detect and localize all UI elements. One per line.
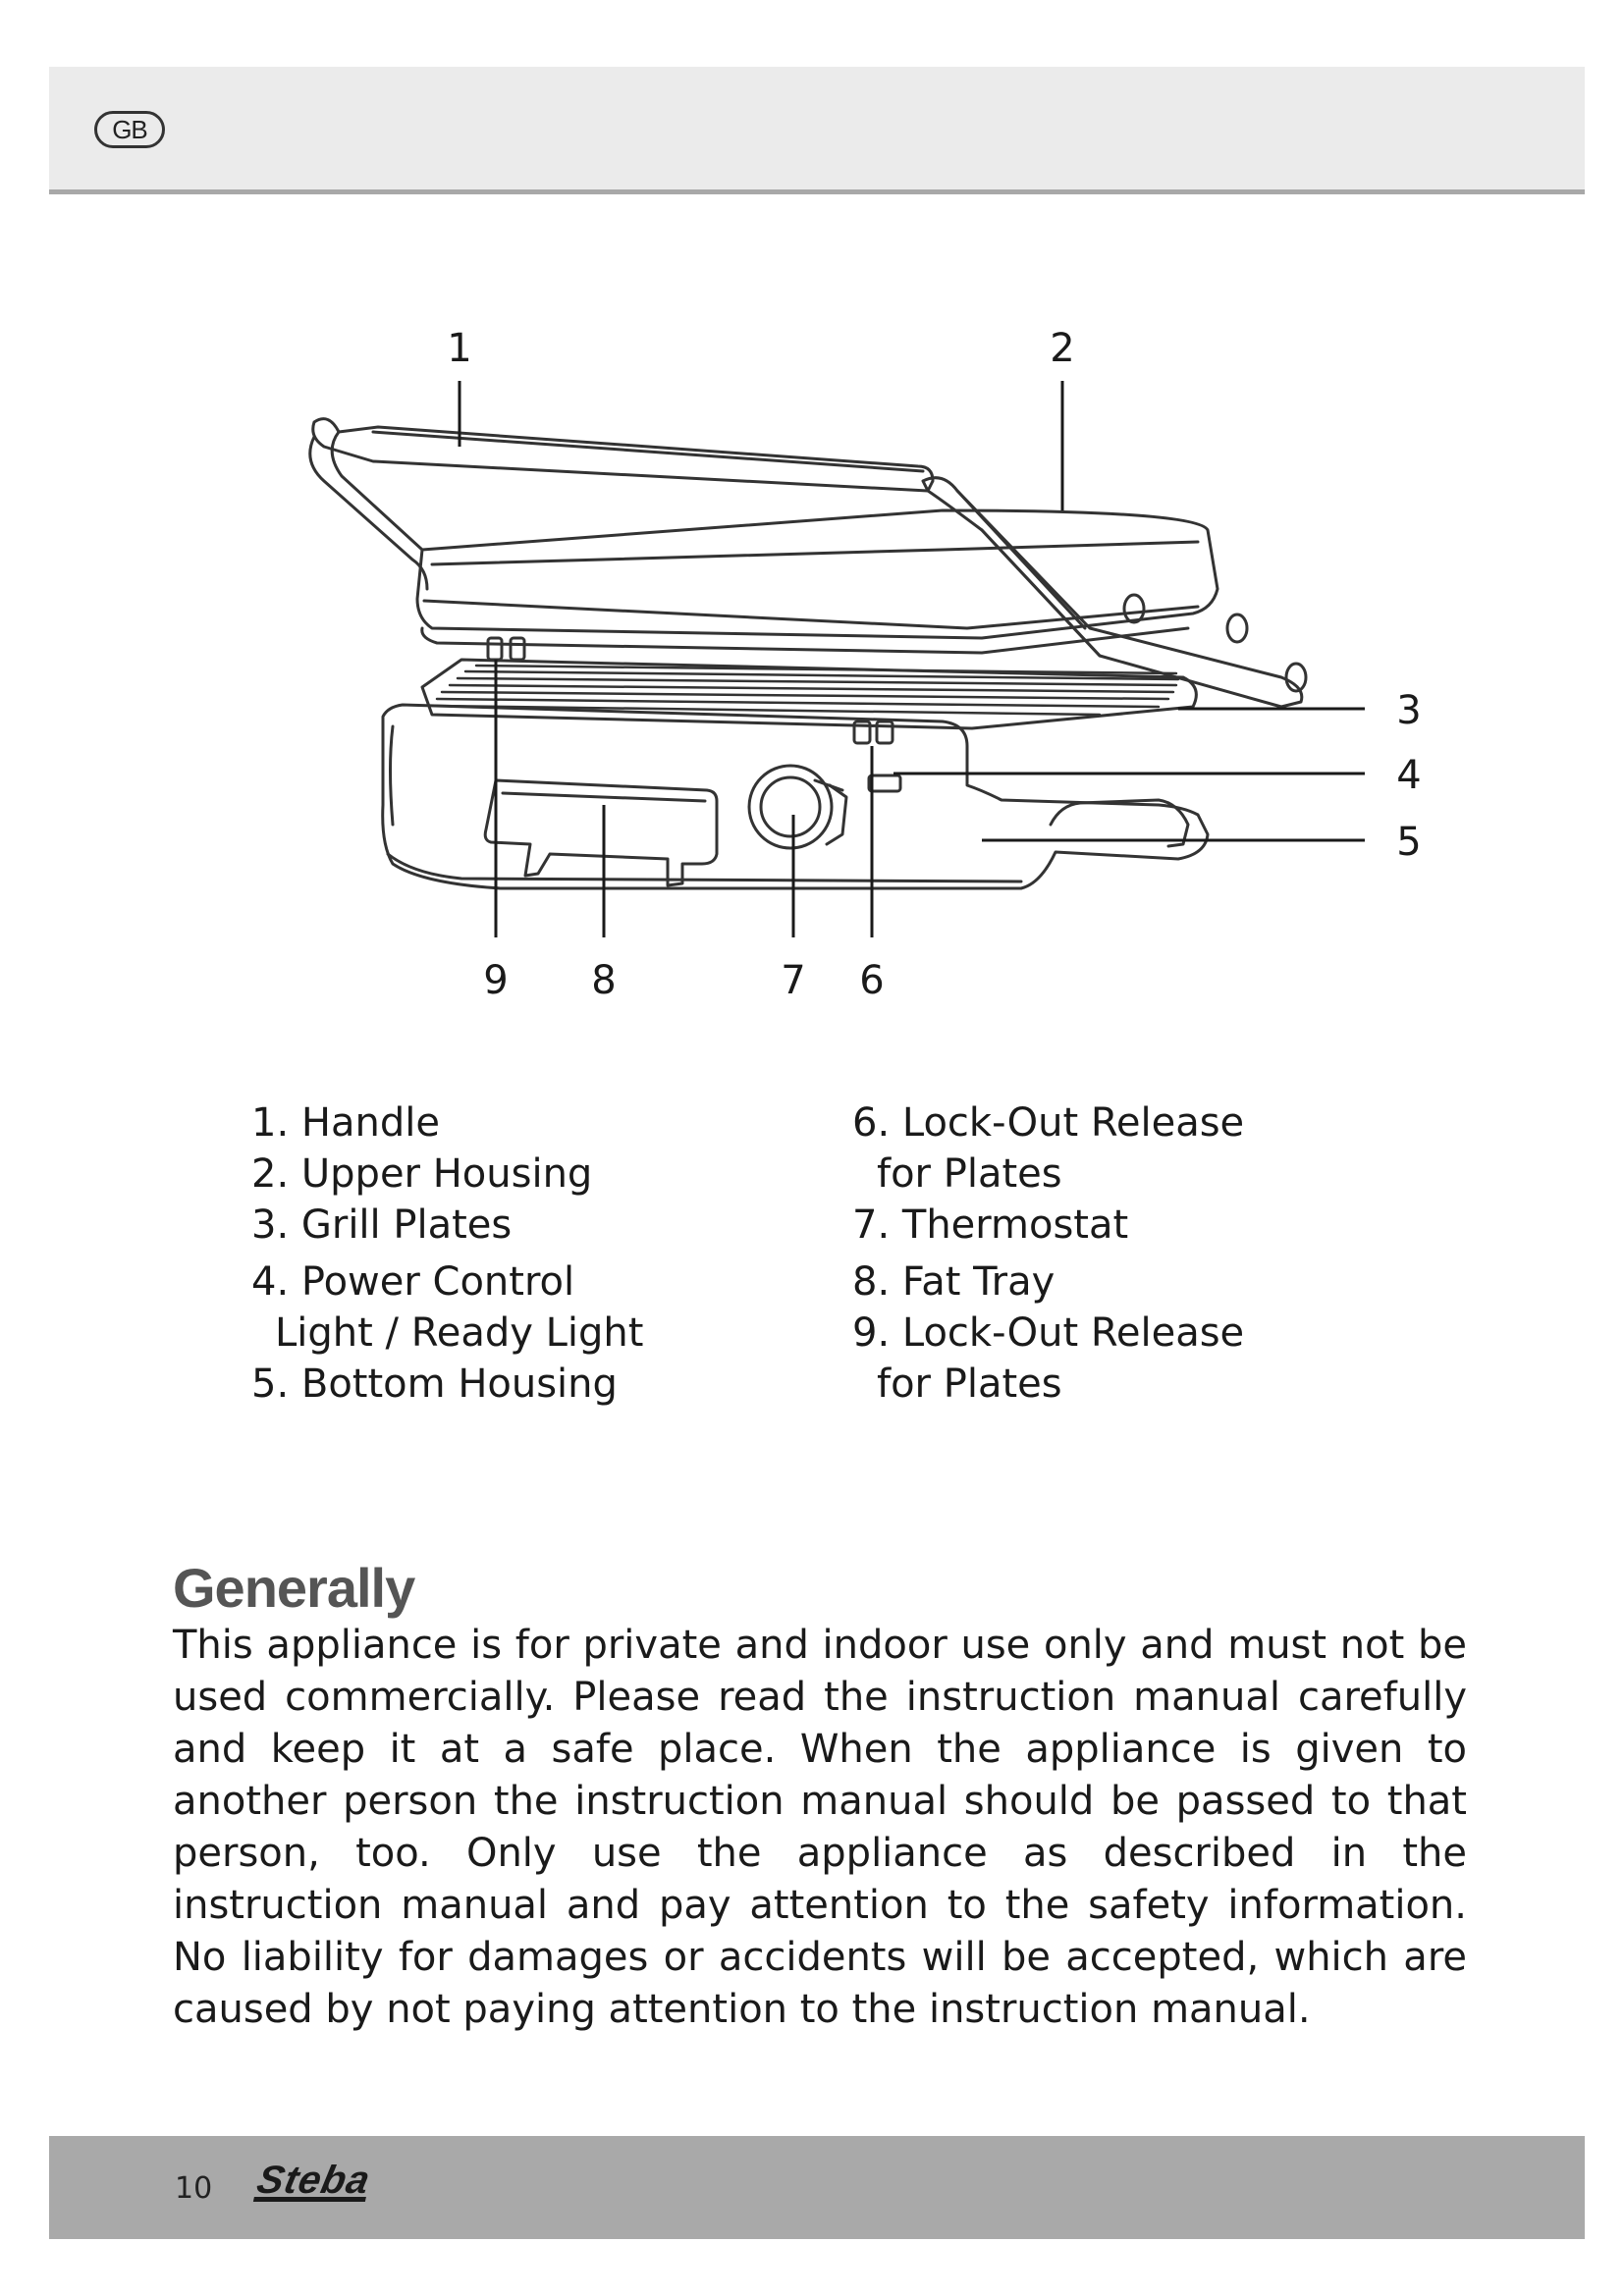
legend-item-lock-out-release-2-cont: for Plates <box>877 1362 1062 1407</box>
callout-6: 6 <box>859 958 885 1003</box>
page-number: 10 <box>175 2171 213 2206</box>
legend-item-power-control-cont: Light / Ready Light <box>275 1310 644 1356</box>
legend-item-handle: 1. Handle <box>251 1100 440 1146</box>
callout-2: 2 <box>1050 326 1075 371</box>
legend-item-thermostat: 7. Thermostat <box>852 1202 1129 1248</box>
legend-item-grill-plates: 3. Grill Plates <box>251 1202 513 1248</box>
callout-4: 4 <box>1396 753 1422 798</box>
legend-item-lock-out-release-2: 9. Lock-Out Release <box>852 1310 1245 1356</box>
upper-housing-outline <box>417 510 1218 638</box>
callout-9: 9 <box>483 958 509 1003</box>
language-badge: GB <box>94 111 165 148</box>
callout-1: 1 <box>447 326 472 371</box>
callout-5: 5 <box>1396 820 1422 865</box>
legend-item-lock-out-release: 6. Lock-Out Release <box>852 1100 1245 1146</box>
section-title: Generally <box>173 1557 415 1619</box>
brand-logo: Steba <box>252 2159 375 2202</box>
legend-item-bottom-housing: 5. Bottom Housing <box>251 1362 618 1407</box>
legend-item-lock-out-release-cont: for Plates <box>877 1151 1062 1197</box>
contact-grill-diagram <box>0 0 1624 1041</box>
legend-item-upper-housing: 2. Upper Housing <box>251 1151 593 1197</box>
callout-3: 3 <box>1396 688 1422 733</box>
callout-7: 7 <box>781 958 806 1003</box>
callout-8: 8 <box>591 958 617 1003</box>
legend-item-power-control: 4. Power Control <box>251 1259 575 1305</box>
legend-item-fat-tray: 8. Fat Tray <box>852 1259 1056 1305</box>
bottom-housing-outline <box>383 705 1208 888</box>
handle-outline <box>313 419 933 491</box>
footer-band <box>49 2136 1585 2239</box>
section-body: This appliance is for private and indoor use only and must not be used commercially. Please read the instruction manual carefully and keep it at a safe place. When the appliance is given to another person the instruction manual should be passed to that person, too. Only use the appliance as described in the instruction manual and pay attention to the safety information. No liability for damages or accidents will be accepted, which are caused by not paying attention to the instruction manual. <box>173 1623 1467 2032</box>
